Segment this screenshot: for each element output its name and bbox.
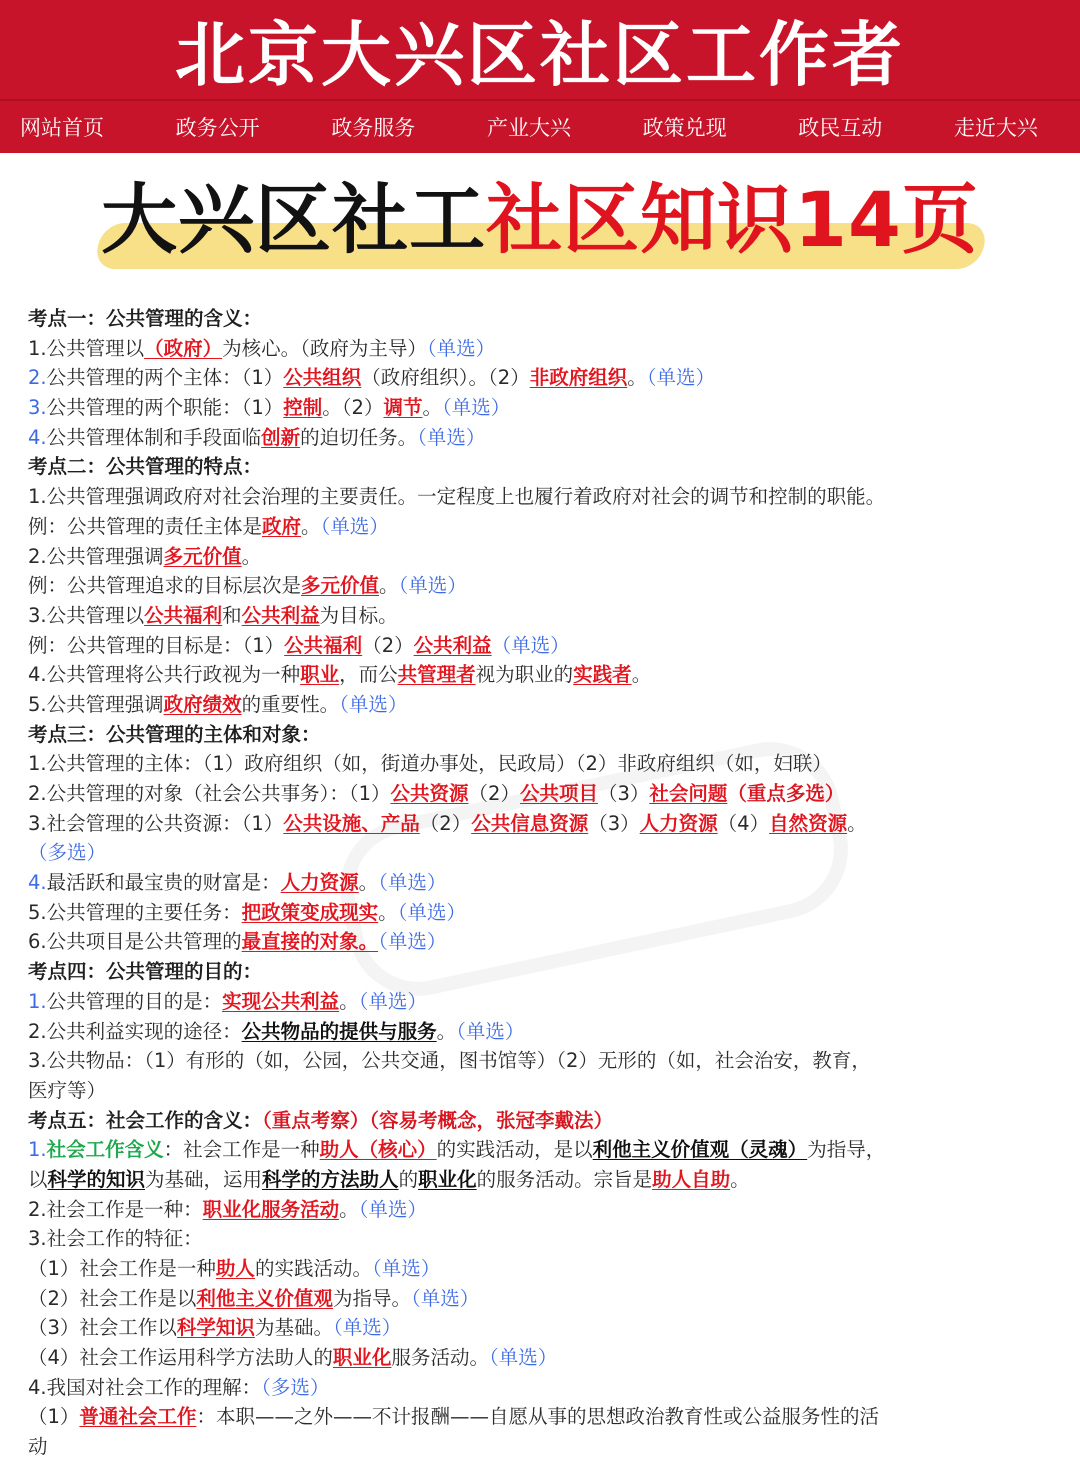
note-text: 的重要性。	[241, 692, 340, 716]
note-text: 。	[847, 811, 867, 835]
headline-black-part: 大兴区社工	[101, 175, 487, 264]
note-line	[28, 601, 1058, 631]
note-text: 。	[436, 1019, 457, 1043]
note-text: （4）社会工作运用科学方法助人的	[28, 1346, 333, 1370]
answer-keyword: 自然资源	[769, 811, 848, 835]
question-type-tag: （单选）	[426, 336, 496, 360]
note-text: 为指导，	[807, 1138, 886, 1162]
note-text: 。	[378, 900, 398, 924]
answer-keyword: 多元价值	[163, 544, 242, 568]
note-text: （3）	[597, 782, 650, 805]
note-text: 2.社会工作是一种：	[28, 1197, 203, 1221]
note-line	[28, 1195, 1058, 1225]
note-text: 。	[730, 1167, 750, 1191]
note-text: （1）	[28, 1405, 80, 1429]
note-text: （重点考察）（容易考概念，张冠李戴法）	[262, 1108, 614, 1132]
note-text: 5.公共管理的主要任务：	[28, 900, 242, 924]
answer-keyword: 公共项目	[519, 782, 598, 805]
note-line	[28, 690, 1058, 720]
headline-area	[0, 165, 1080, 275]
question-type-tag: （单选）	[358, 1197, 427, 1221]
answer-keyword: 政府绩效	[163, 692, 242, 716]
question-type-tag: 4.	[28, 425, 47, 449]
question-type-tag: （单选）	[442, 396, 511, 420]
note-text: 为基础。	[254, 1316, 333, 1340]
note-text: （2）	[362, 633, 414, 657]
note-text: 公共管理的目的是：	[46, 989, 223, 1013]
note-line	[28, 1224, 1058, 1254]
note-text: 科学的知识	[47, 1167, 146, 1191]
question-type-tag: （单选）	[320, 514, 389, 538]
answer-keyword: 助人自助	[652, 1167, 731, 1191]
note-text: 为基础，运用	[145, 1167, 263, 1191]
question-type-tag: 2.	[28, 366, 47, 390]
note-line	[28, 1254, 1058, 1284]
question-type-tag: 1.	[28, 989, 47, 1013]
answer-keyword: 助人（核心）	[319, 1138, 437, 1162]
note-line	[28, 304, 1058, 334]
note-line	[28, 1313, 1058, 1343]
note-text: （重点多选）	[727, 782, 845, 805]
note-line	[28, 512, 1058, 542]
note-line	[28, 1106, 1058, 1136]
question-type-tag: （单选）	[417, 425, 486, 449]
answer-keyword: 非政府组织	[529, 366, 628, 390]
question-type-tag: 3.	[28, 396, 47, 420]
answer-keyword: 助人	[215, 1257, 255, 1280]
note-line	[28, 987, 1058, 1017]
note-text: 。	[631, 663, 652, 687]
note-line	[28, 1076, 1058, 1106]
note-text: 3.公共物品：（1）有形的（如，公园，公共交通，图书馆等）（2）无形的（如，社会治安，教育，	[28, 1049, 871, 1073]
note-text: 4.公共管理将公共行政视为一种	[28, 663, 301, 687]
section-heading: 考点三：公共管理的主体和对象：	[28, 722, 321, 746]
note-text: 1.公共管理的主体：（1）政府组织（如，街道办事处，民政局）（2）非政府组织（如，妇联）	[28, 752, 832, 776]
note-text: 和	[222, 603, 242, 627]
note-text: 3.公共管理以	[28, 603, 145, 627]
nav-item-policy[interactable]: 政策兑现	[642, 116, 727, 140]
note-text: 例：公共管理追求的目标层次是	[28, 574, 302, 598]
banner-title: 北京大兴区社区工作者	[175, 14, 905, 96]
note-text: 科学的方法助人	[262, 1167, 399, 1191]
site-banner	[0, 0, 1080, 99]
answer-keyword: 调节	[383, 396, 423, 420]
note-text: （4）	[717, 811, 770, 835]
note-line	[28, 927, 1058, 957]
nav-item-gov-affairs-public[interactable]: 政务公开	[175, 116, 260, 140]
note-text: 。	[241, 544, 262, 568]
note-text: 的实践活动，是以	[436, 1138, 593, 1162]
note-text: （2）社会工作是以	[28, 1286, 197, 1310]
note-text: 利他主义价值观（灵魂）	[592, 1138, 808, 1162]
question-type-tag: （多选）	[261, 1375, 330, 1399]
note-text: 例：公共管理的目标是：（1）	[28, 633, 285, 657]
nav-item-interaction[interactable]: 政民互动	[798, 116, 883, 140]
note-text: 为目标。	[319, 603, 398, 627]
note-text: 公共物品的提供与服务	[241, 1019, 437, 1043]
note-line	[28, 749, 1058, 779]
note-line	[28, 1373, 1058, 1403]
note-text: 视为职业的	[475, 663, 574, 687]
answer-keyword: 人力资源	[280, 871, 359, 895]
answer-keyword: 职业化	[332, 1346, 392, 1370]
section-heading: 考点一：公共管理的含义：	[28, 307, 263, 330]
note-line	[28, 452, 1058, 482]
note-text: 的	[398, 1167, 419, 1191]
note-line	[28, 660, 1058, 690]
answer-keyword: 控制	[283, 396, 323, 420]
answer-keyword: 公共资源	[390, 782, 469, 805]
answer-keyword: 把政策变成现实	[241, 900, 379, 924]
answer-keyword: 共管理者	[397, 663, 476, 687]
note-text: 。	[422, 396, 442, 420]
note-text: 1.公共管理强调政府对社会治理的主要责任。一定程度上也履行着政府对社会的调节和控制的职能。	[28, 485, 886, 509]
note-text: 例：公共管理的责任主体是	[28, 514, 263, 538]
note-text: 。	[379, 574, 399, 598]
answer-keyword: 政府	[262, 514, 302, 538]
note-text: 的迫切任务。	[300, 425, 418, 449]
answer-keyword: 公共利益	[413, 633, 492, 657]
note-text: 4.我国对社会工作的理解：	[28, 1375, 262, 1399]
nav-item-home[interactable]: 网站首页	[20, 116, 104, 140]
note-text: 。	[627, 366, 647, 390]
note-line	[28, 571, 1058, 601]
nav-item-gov-services[interactable]: 政务服务	[331, 116, 416, 140]
nav-item-about-daxing[interactable]: 走近大兴	[953, 116, 1038, 140]
note-text: 的服务活动。宗旨是	[476, 1167, 653, 1191]
note-text: （政府组织）。（2）	[361, 366, 530, 390]
answer-keyword: 实现公共利益	[222, 989, 340, 1013]
question-type-tag: 4.	[28, 871, 47, 895]
note-text: 3.社会工作的特征：	[28, 1227, 203, 1251]
note-line	[28, 423, 1058, 453]
question-type-tag: （单选）	[358, 989, 427, 1013]
note-line	[28, 868, 1058, 898]
note-text: 。	[301, 514, 321, 538]
note-text: 6.公共项目是公共管理的	[28, 930, 242, 954]
note-text: ：社会工作是一种	[163, 1138, 320, 1162]
note-text: 公共管理的两个主体：（1）	[46, 366, 284, 390]
note-line	[28, 1402, 1058, 1432]
answer-keyword: 普通社会工作	[79, 1405, 197, 1429]
note-text: ：本职——之外——不计报酬——自愿从事的思想政治教育性或公益服务性的活	[196, 1405, 879, 1429]
nav-item-industry[interactable]: 产业大兴	[486, 116, 571, 140]
note-line	[28, 898, 1058, 928]
question-type-tag: （单选）	[378, 930, 447, 954]
note-text: （2）	[419, 811, 472, 835]
answer-keyword: 职业化服务活动	[202, 1197, 340, 1221]
note-line	[28, 720, 1058, 750]
note-text: 公共管理体制和手段面临	[46, 425, 262, 449]
headline-red-part: 社区知识14页	[486, 175, 979, 264]
question-type-tag: （单选）	[332, 1316, 402, 1340]
note-text: 公共管理的两个职能：（1）	[46, 396, 284, 420]
note-line	[28, 393, 1058, 423]
question-type-tag: （多选）	[28, 841, 107, 865]
note-text: 以	[28, 1167, 48, 1191]
note-line	[28, 957, 1058, 987]
question-type-tag: （单选）	[378, 871, 447, 895]
note-text: 最活跃和最宝贵的财富是：	[46, 871, 281, 895]
note-text: 职业化	[418, 1167, 477, 1191]
note-line	[28, 542, 1058, 572]
note-text: 。	[358, 871, 379, 895]
note-line	[28, 1284, 1058, 1314]
section-heading: 考点二：公共管理的特点：	[28, 455, 263, 479]
note-text: 2.公共管理的对象（社会公共事务）：（1）	[28, 782, 391, 805]
answer-keyword: 实践者	[573, 663, 632, 687]
note-line	[28, 779, 1058, 809]
note-text: （2）	[468, 782, 520, 805]
answer-keyword: 公共设施、产品	[283, 811, 420, 835]
note-text: 为核心。（政府为主导）	[222, 336, 427, 360]
note-line	[28, 363, 1058, 393]
question-type-tag: （单选）	[397, 900, 466, 924]
note-line	[28, 809, 1058, 839]
note-text: 。（2）	[322, 396, 384, 420]
question-type-tag: （单选）	[646, 366, 716, 390]
answer-keyword: 多元价值	[301, 574, 380, 598]
note-text: 2.公共管理强调	[28, 544, 164, 568]
answer-keyword: 人力资源	[639, 811, 718, 835]
note-line	[28, 1135, 1058, 1165]
note-line	[28, 482, 1058, 512]
note-text: 3.社会管理的公共资源：（1）	[28, 811, 284, 835]
note-line	[28, 1165, 1058, 1195]
note-line	[28, 1432, 1058, 1462]
answer-keyword: （政府）	[144, 336, 223, 360]
answer-keyword: 公共组织	[283, 366, 362, 390]
answer-keyword: 公共信息资源	[471, 811, 589, 835]
note-text: 动	[28, 1435, 48, 1459]
answer-keyword: 创新	[261, 425, 301, 449]
note-line	[28, 631, 1058, 661]
answer-keyword: 公共福利	[144, 603, 223, 627]
note-text: （3）	[588, 811, 640, 835]
note-text: 。	[339, 1197, 359, 1221]
answer-keyword: 科学知识	[176, 1316, 255, 1340]
note-text: 5.公共管理强调	[28, 692, 164, 716]
question-type-tag: （单选）	[488, 1346, 558, 1370]
question-type-tag: （单选）	[371, 1257, 441, 1280]
note-text: 医疗等）	[28, 1078, 107, 1102]
note-text: 为指导。	[332, 1286, 411, 1310]
answer-keyword: 最直接的对象。	[241, 930, 379, 954]
note-text: 的实践活动。	[254, 1257, 372, 1280]
note-text: （1）社会工作是一种	[28, 1257, 216, 1280]
section-heading: 考点四：公共管理的目的：	[28, 960, 263, 984]
question-type-tag: （单选）	[456, 1019, 525, 1043]
note-line	[28, 334, 1058, 364]
note-text: 。	[339, 989, 359, 1013]
note-line	[28, 1343, 1058, 1373]
question-type-tag: （单选）	[491, 633, 570, 657]
question-type-tag: （单选）	[410, 1286, 480, 1310]
note-line	[28, 838, 1058, 868]
note-text: 服务活动。	[391, 1346, 489, 1370]
note-text: 社会工作含义	[46, 1138, 164, 1162]
question-type-tag: （单选）	[398, 574, 467, 598]
note-text: 2.公共利益实现的途径：	[28, 1019, 242, 1043]
answer-keyword: 社会问题	[649, 782, 728, 805]
note-text: （3）社会工作以	[28, 1316, 177, 1340]
note-text: 1.公共管理以	[28, 336, 145, 360]
note-text: ，而公	[339, 663, 398, 687]
question-type-tag: （单选）	[339, 692, 408, 716]
answer-keyword: 职业	[300, 663, 340, 687]
answer-keyword: 公共福利	[284, 633, 363, 657]
answer-keyword: 利他主义价值观	[196, 1286, 333, 1310]
question-type-tag: 1.	[28, 1138, 47, 1162]
answer-keyword: 公共利益	[241, 603, 320, 627]
note-line	[28, 1017, 1058, 1047]
note-line	[28, 1046, 1058, 1076]
study-notes	[28, 304, 1058, 1462]
nav-bar	[0, 99, 1080, 153]
page-headline	[0, 165, 1080, 275]
section-heading: 考点五：社会工作的含义：	[28, 1108, 263, 1132]
